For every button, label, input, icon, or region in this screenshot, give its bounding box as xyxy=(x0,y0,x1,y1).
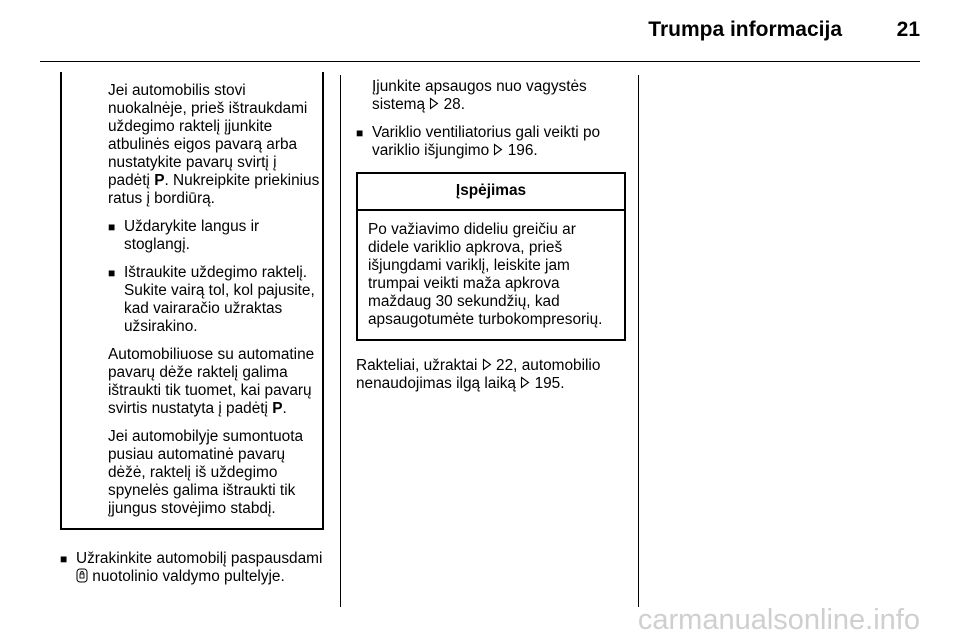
ref-arrow-icon xyxy=(429,97,439,110)
watermark-text: carmanualsonline.info xyxy=(637,604,920,636)
ref-arrow-icon xyxy=(482,358,492,371)
list-item-remove-key: ■ Ištraukite uždegimo raktelį. Sukite vairą tol, kol pajusite, kad vairaračio užraktas užsirakino. xyxy=(108,264,315,335)
list-item-lock-vehicle: ■ Užrakinkite automobilį paspausdami nuotolinio valdymo pultelyje. xyxy=(60,550,323,585)
lock-button-icon xyxy=(76,568,88,583)
anti-theft-paragraph: Įjunkite apsaugos nuo vagystės sistemą 28. xyxy=(372,78,587,113)
warning-title: Įspėjimas xyxy=(358,174,624,211)
column-1 xyxy=(40,72,324,586)
page-header-title: Trumpa informacija xyxy=(648,18,842,41)
ref-arrow-icon xyxy=(520,376,530,389)
warning-body: Po važiavimo dideliu greičiu ar didele variklio apkrova, prieš išjungdami variklį, leiskite jam trumpai veikti maža apkrova maždaug 30 sekundžių, kad apsaugotumėte turbokompresorių. xyxy=(368,221,603,328)
bullet-icon: ■ xyxy=(108,220,116,234)
warning-box xyxy=(356,172,626,341)
continued-instruction-box xyxy=(60,72,324,530)
column-2 xyxy=(356,78,626,393)
header-rule xyxy=(40,61,920,62)
bullet-icon: ■ xyxy=(356,126,364,140)
list-item-fan-info: ■ Variklio ventiliatorius gali veikti po variklio išjungimo 196. xyxy=(356,124,601,159)
automatic-transmission-paragraph: Automobiliuose su automatine pavarų dėže raktelį galima ištraukti tik tuomet, kai pavarų svirtis nustatyta į padėtį P. xyxy=(108,346,315,417)
list-item-close-windows: ■ Uždarykite langus ir stoglangį. xyxy=(108,218,260,253)
column-divider-right xyxy=(638,75,639,607)
hill-parking-paragraph: Jei automobilis stovi nuokalnėje, prieš ištraukdami uždegimo raktelį įjunkite atbulinės eigos pavarą arba nustatykite pavarų svirtį į padėtį P. Nukreipkite priekinius ratus į bordiūrą. xyxy=(108,82,320,207)
column-divider-left xyxy=(340,75,341,607)
cross-reference-paragraph: Rakteliai, užraktai 22, automobilio nenaudojimas ilgą laiką 195. xyxy=(356,357,601,392)
page-number: 21 xyxy=(896,18,920,41)
bullet-icon: ■ xyxy=(108,266,116,280)
semi-automatic-paragraph: Jei automobilyje sumontuota pusiau automatinė pavarų dėžė, raktelį iš uždegimo spynelės galima ištraukti tik įjungus stovėjimo stabdį. xyxy=(108,428,304,517)
bullet-icon: ■ xyxy=(60,552,68,566)
ref-arrow-icon xyxy=(493,143,503,156)
